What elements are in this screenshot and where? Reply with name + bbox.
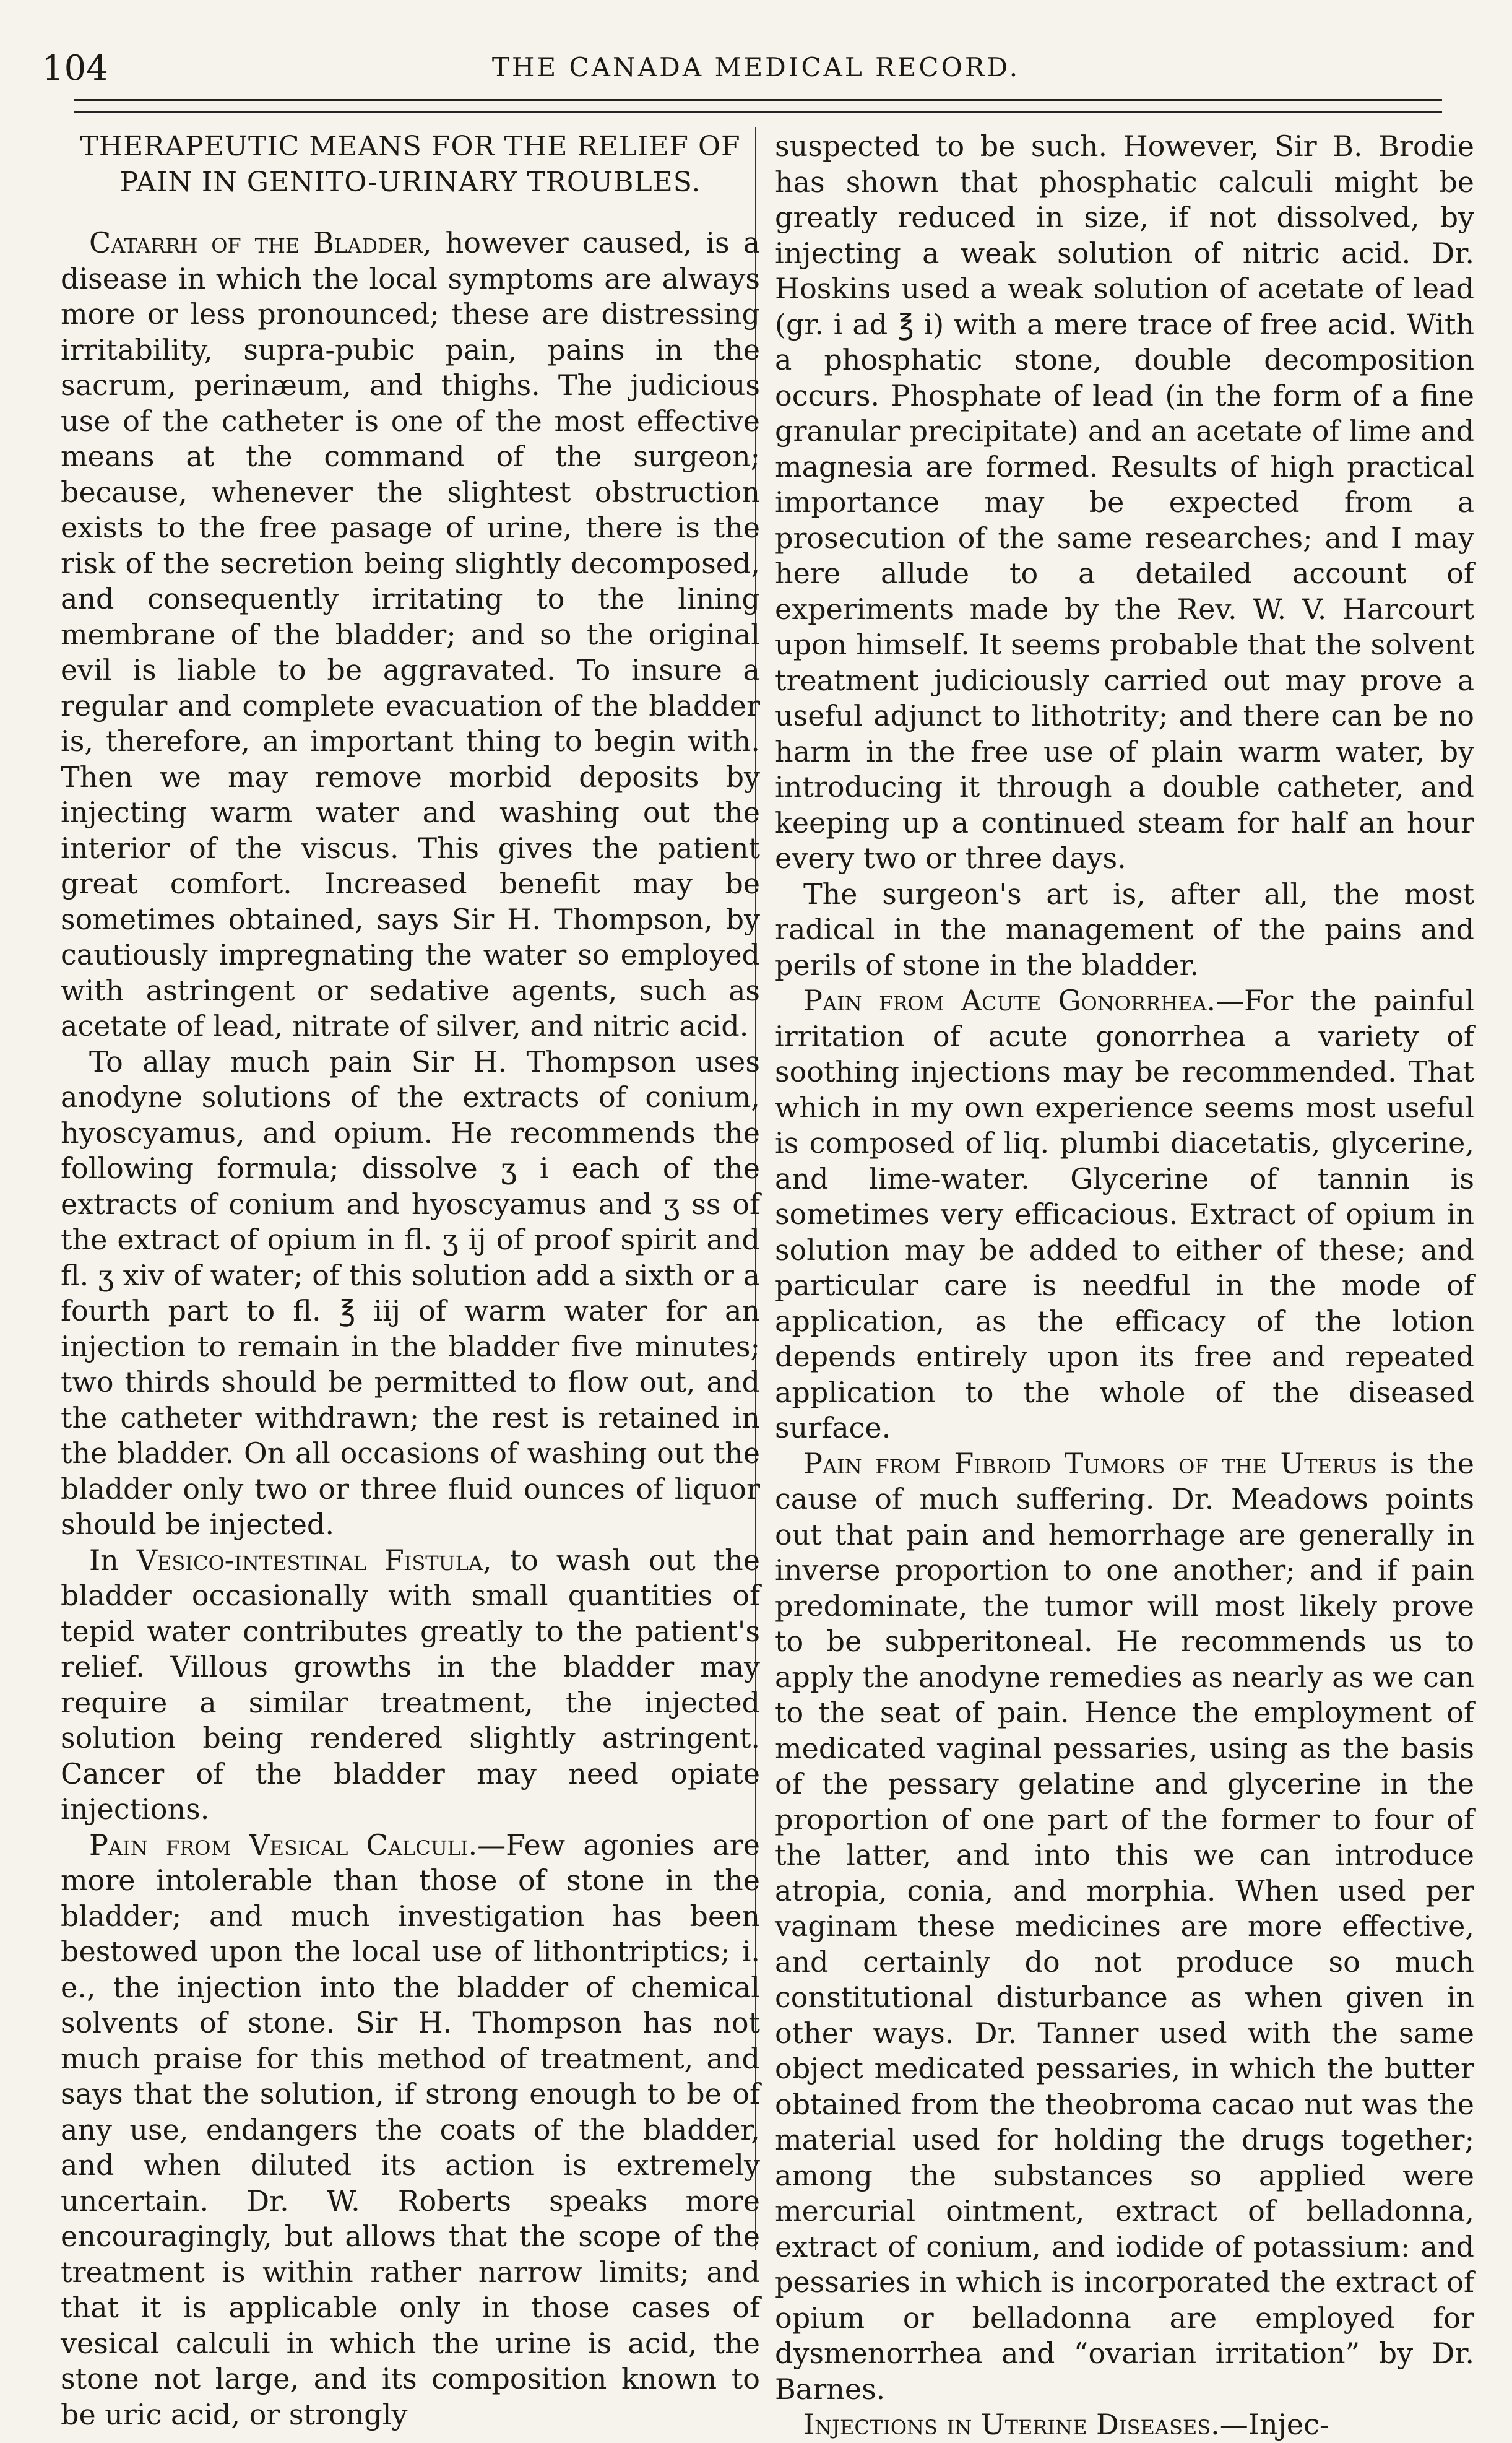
paragraph-lead: Vesico-intestinal Fistula, [136,1543,492,1577]
paragraph-anodyne [61,1044,760,1543]
paragraph-text: —For the painful irritation of acute gonorrhea a variety of soothing injections may be recommended. That which in my own experience seems most useful is composed of liq. plumbi diacetatis, glycerine, and lime-water. Glycerine of tannin is sometimes very efficacious. Extract of opium in solution may be added to either of these; and particular care is needful in the mode of application, as the efficacy of the lotion depends entirely upon its free and repeated application to the whole of the diseased surface. [775,984,1474,1444]
paragraph-catarrh [61,225,760,1044]
paragraph-lead: Pain from Acute Gonorrhea. [803,984,1216,1017]
paragraph-fistula [61,1543,760,1828]
paragraph-lead: Catarrh of the Bladder, [89,226,432,259]
paragraph-lead: Pain from Fibroid Tumors of the Uterus [803,1446,1377,1480]
paragraph-uterine-injections [775,2407,1474,2443]
running-head: THE CANADA MEDICAL RECORD. [491,52,1021,82]
paragraph-text: to wash out the bladder occasionally with small quantities of tepid water contributes greatly to the patient's relief. Villous growths in the bladder may require a similar treatment, the injected solution being rendered slightly astringent. Cancer of the bladder may need opiate injections. [61,1543,760,1826]
paragraph-lead: Injections in Uterine Diseases. [803,2408,1220,2441]
paragraph-gonorrhea [775,983,1474,1446]
paragraph-fibroid [775,1446,1474,2408]
paragraph-text: —Injec- [1219,2408,1329,2441]
article-title: THERAPEUTIC MEANS FOR THE RELIEF OF PAIN IN GENITO-URINARY TROUBLES. [80,131,741,198]
page-number: 104 [42,48,108,89]
paragraph-calculi [61,1828,760,2433]
paragraph-calculi-continued [775,129,1474,877]
paragraph-pre: In [89,1543,137,1577]
paragraph-text: however caused, is a disease in which the local symptoms are always more or less pronounced; these are distressing irritability, supra-pubic pain, pains in the sacrum, perinæum, and thighs. The judicious use of the catheter is one of the most effective means at the command of the surgeon; because, whenever the slightest obstruction exists to the free pasage of urine, there is the risk of the secretion being slightly decomposed, and consequently irritating to the lining membrane of the bladder; and so the original evil is liable to be aggravated. To insure a regular and complete evacuation of the bladder is, therefore, an important thing to begin with. Then we may remove morbid deposits by injecting warm water and washing out the interior of the viscus. This gives the patient great comfort. Increased benefit may be sometimes obtained, says Sir H. Thompson, by cautiously impregnating the water so employed with astringent or sedative agents, such as acetate of lead, nitrate of silver, and nitric acid. [61,226,760,1043]
paragraph-text: To allay much pain Sir H. Thompson uses anodyne solutions of the extracts of conium, hyoscyamus, and opium. He recommends the following formula; dissolve ʒ i each of the extracts of conium and hyoscyamus and ʒ ss of the extract of opium in fl. ʒ ij of proof spirit and fl. ʒ xiv of water; of this solution add a sixth or a fourth part to fl. ℥ iij of warm water for an injection to remain in the bladder five minutes; two thirds should be permitted to flow out, and the catheter withdrawn; the rest is retained in the bladder. On all occasions of washing out the bladder only two or three fluid ounces of liquor should be injected. [61,1044,760,1541]
paragraph-text: The surgeon's art is, after all, the most radical in the management of the pains and perils of stone in the bladder. [775,877,1474,982]
paragraph-text: is the cause of much suffering. Dr. Meadows points out that pain and hemorrhage are generally in inverse proportion to one another; and if pain predominate, the tumor will most likely prove to be subperitoneal. He recommends us to apply the anodyne remedies as nearly as we can to the seat of pain. Hence the employment of medicated vaginal pessaries, using as the basis of the pessary gelatine and glycerine in the proportion of one part of the former to four of the latter, and into this we can introduce atropia, conia, and morphia. When used per vaginam these medicines are more effective, and certainly do not produce so much constitutional disturbance as when given in other ways. Dr. Tanner used with the same object medicated pessaries, in which the butter obtained from the theobroma cacao nut was the material used for holding the drugs together; among the substances so applied were mercurial ointment, extract of belladonna, extract of conium, and iodide of potassium: and pessaries in which is incorporated the extract of opium or belladonna are employed for dysmenorrhea and “ovarian irritation” by Dr. Barnes. [775,1446,1474,2406]
paragraph-text: —Few agonies are more intolerable than those of stone in the bladder; and much investigation has been bestowed upon the local use of lithontriptics; i. e., the injection into the bladder of chemical solvents of stone. Sir H. Thompson has not much praise for this method of treatment, and says that the solution, if strong enough to be of any use, endangers the coats of the bladder, and when diluted its action is extremely uncertain. Dr. W. Roberts speaks more encouragingly, but allows that the scope of the treatment is within rather narrow limits; and that it is applicable only in those cases of vesical calculi in which the urine is acid, the stone not large, and its composition known to be uric acid, or strongly [61,1828,760,2431]
paragraph-lead: Pain from Vesical Calculi. [89,1828,478,1862]
header-rule-bottom [74,111,1442,113]
header-rule-top [74,99,1442,101]
paragraph-surgeon [775,877,1474,984]
paragraph-text: suspected to be such. However, Sir B. Brodie has shown that phosphatic calculi might be greatly reduced in size, if not dissolved, by injecting a weak solution of nitric acid. Dr. Hoskins used a weak solution of acetate of lead (gr. i ad ℥ i) with a mere trace of free acid. With a phosphatic stone, double decomposition occurs. Phosphate of lead (in the form of a fine granular precipitate) and an acetate of lime and magnesia are formed. Results of high practical importance may be expected from a prosecution of the same researches; and I may here allude to a detailed account of experiments made by the Rev. W. V. Harcourt upon himself. It seems probable that the solvent treatment judiciously carried out may prove a useful adjunct to lithotrity; and there can be no harm in the free use of plain warm water, by introducing it through a double catheter, and keeping up a continued steam for half an hour every two or three days. [775,129,1474,875]
left-column [61,129,760,2432]
right-column [775,129,1474,2443]
